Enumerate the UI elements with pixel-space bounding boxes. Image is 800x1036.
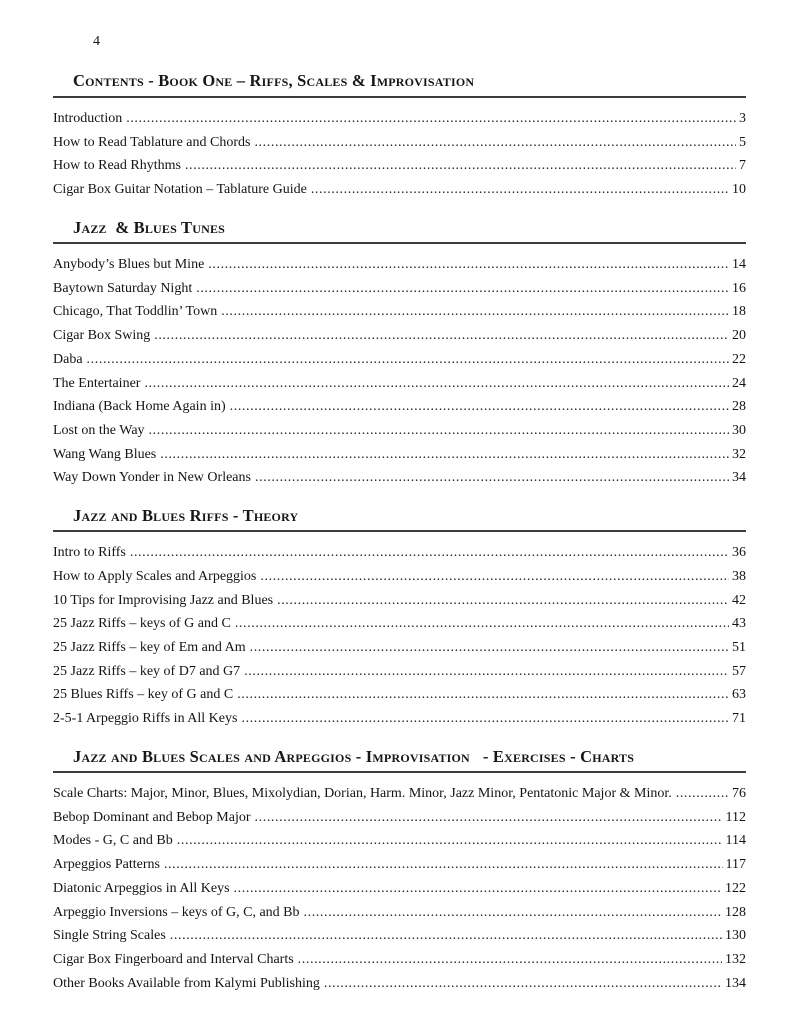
toc-entry-page: 76 [732,786,746,802]
toc-entry-label: 2-5-1 Arpeggio Riffs in All Keys [53,711,238,727]
toc-title-block [53,71,746,98]
dot-leader [235,615,729,632]
toc-entry-label: How to Read Rhythms [53,158,181,174]
toc-entry-page: 20 [732,328,746,344]
toc-entry-label: Chicago, That Toddlin’ Town [53,304,218,320]
toc-entry-label: 25 Jazz Riffs – keys of G and C [53,616,231,632]
toc-entry-label: Indiana (Back Home Again in) [53,399,226,415]
toc-entry-page: 114 [725,833,746,849]
toc-entry-label: Cigar Box Fingerboard and Interval Charts [53,951,294,967]
toc-entry [53,280,746,297]
toc-entry [53,710,746,727]
toc-entry [53,927,746,944]
toc-entry [53,809,746,826]
toc-entry-page: 132 [725,951,746,967]
toc-entry [53,256,746,273]
dot-leader [304,904,722,921]
toc-entry-page: 71 [732,711,746,727]
toc-entry-page: 51 [732,640,746,655]
toc-entry-label: Arpeggio Inversions – keys of G, C, and Bb [53,904,300,920]
toc-entry-page: 7 [739,158,746,174]
section-heading: Jazz & Blues Tunes [73,218,226,238]
toc-entry-label: Daba [53,351,83,367]
dot-leader [241,710,729,727]
toc-entry-page: 10 [732,182,746,198]
section-heading-block [53,218,746,244]
dot-leader [244,663,729,680]
dot-leader [185,157,736,174]
toc-entry-label: Introduction [53,111,123,126]
section-heading: Jazz and Blues Scales and Arpeggios - Improvisation - Exercises - Charts [73,747,635,767]
toc-entry [53,375,746,392]
toc-entry [53,568,746,585]
toc-entry-label: Scale Charts: Major, Minor, Blues, Mixolydian, Dorian, Harm. Minor, Jazz Minor, Pentatonic Major & Minor. [53,786,672,802]
toc-entry [53,157,746,174]
toc-entry [53,951,746,968]
toc-entry [53,639,746,656]
toc-entry-page: 117 [725,857,746,873]
toc-entry-label: 25 Jazz Riffs – key of D7 and G7 [53,663,241,679]
dot-leader [255,469,729,486]
section-list [53,244,746,486]
dot-leader [221,303,729,320]
toc-entry-page: 38 [732,568,746,584]
dot-leader [130,544,729,561]
dot-leader [254,134,736,151]
toc-section [53,98,746,198]
toc-section [53,218,746,486]
toc-entry [53,110,746,127]
toc-entry [53,422,746,439]
toc-entry-label: Modes - G, C and Bb [53,833,173,849]
toc-entry [53,832,746,849]
toc-entry-label: Cigar Box Swing [53,328,151,344]
toc-entry-label: Single String Scales [53,928,166,944]
toc-entry-label: 10 Tips for Improvising Jazz and Blues [53,592,274,608]
dot-leader [87,351,729,368]
section-heading-block [53,747,746,773]
toc-entry [53,615,746,632]
toc-entry [53,904,746,921]
dot-leader [298,951,722,968]
toc-title: Contents - Book One – Riffs, Scales & Improvisation [73,71,475,90]
toc-entry-page: 34 [732,470,746,486]
toc-entry-page: 5 [739,134,746,150]
toc-entry-page: 134 [725,975,746,991]
toc-entry-label: 25 Jazz Riffs – key of Em and Am [53,640,246,655]
toc-entry-label: Other Books Available from Kalymi Publishing [53,975,320,991]
toc-section [53,747,746,992]
dot-leader [311,181,729,198]
toc-entry-page: 22 [732,351,746,367]
dot-leader [126,110,736,127]
toc-entry-label: Cigar Box Guitar Notation – Tablature Guide [53,182,307,198]
toc-entry [53,351,746,368]
section-list [53,532,746,727]
dot-leader [277,592,729,609]
page-number: 4 [93,34,100,49]
dot-leader [160,446,729,463]
toc-entry [53,398,746,415]
toc-entry [53,975,746,992]
dot-leader [234,880,722,897]
toc-entry-page: 63 [732,687,746,703]
toc-entry-page: 3 [739,111,746,126]
toc-entry-label: How to Apply Scales and Arpeggios [53,568,257,584]
toc-entry-page: 18 [732,304,746,320]
toc-entry-page: 30 [732,422,746,438]
dot-leader [164,856,723,873]
toc-entry-label: Lost on the Way [53,422,145,438]
dot-leader [170,927,722,944]
toc-entry [53,663,746,680]
toc-entry-label: Arpeggios Patterns [53,857,160,873]
toc-entry-page: 42 [732,592,746,608]
dot-leader [230,398,729,415]
toc-entry [53,686,746,703]
toc-entry [53,592,746,609]
dot-leader [324,975,722,992]
dot-leader [676,785,729,802]
toc-content [53,71,746,992]
toc-entry-page: 32 [732,446,746,462]
toc-entry-page: 57 [732,663,746,679]
toc-entry-page: 28 [732,399,746,415]
section-list [53,98,746,198]
toc-entry-label: Anybody’s Blues but Mine [53,257,205,273]
toc-entry-label: Diatonic Arpeggios in All Keys [53,880,230,896]
toc-entry-page: 122 [725,880,746,896]
toc-entry [53,303,746,320]
toc-entry-label: 25 Blues Riffs – key of G and C [53,687,234,703]
toc-entry-page: 128 [725,904,746,920]
toc-entry [53,181,746,198]
toc-entry [53,134,746,151]
section-heading-block [53,506,746,532]
toc-entry-page: 14 [732,257,746,273]
toc-entry-page: 16 [732,280,746,296]
toc-entry-page: 36 [732,545,746,561]
dot-leader [144,375,729,392]
toc-entry-page: 24 [732,375,746,391]
toc-sections [53,98,746,992]
toc-entry-page: 112 [725,809,746,825]
dot-leader [208,256,729,273]
dot-leader [237,686,729,703]
toc-section [53,506,746,727]
dot-leader [255,809,723,826]
toc-entry-label: Way Down Yonder in New Orleans [53,470,251,486]
section-list [53,773,746,992]
toc-entry [53,327,746,344]
toc-entry [53,856,746,873]
toc-entry-label: Baytown Saturday Night [53,280,193,296]
dot-leader [196,280,729,297]
dot-leader [260,568,729,585]
dot-leader [154,327,729,344]
toc-entry-page: 43 [732,616,746,632]
toc-entry [53,880,746,897]
section-heading: Jazz and Blues Riffs - Theory [73,506,299,526]
toc-entry [53,544,746,561]
dot-leader [250,639,729,656]
dot-leader [177,832,723,849]
toc-entry-label: The Entertainer [53,375,141,391]
dot-leader [149,422,729,439]
toc-entry-page: 130 [725,928,746,944]
toc-entry-label: Wang Wang Blues [53,446,157,462]
toc-entry [53,446,746,463]
toc-entry-label: Intro to Riffs [53,545,126,561]
toc-entry-label: How to Read Tablature and Chords [53,134,251,150]
toc-entry [53,469,746,486]
toc-entry [53,785,746,802]
toc-entry-label: Bebop Dominant and Bebop Major [53,809,251,825]
